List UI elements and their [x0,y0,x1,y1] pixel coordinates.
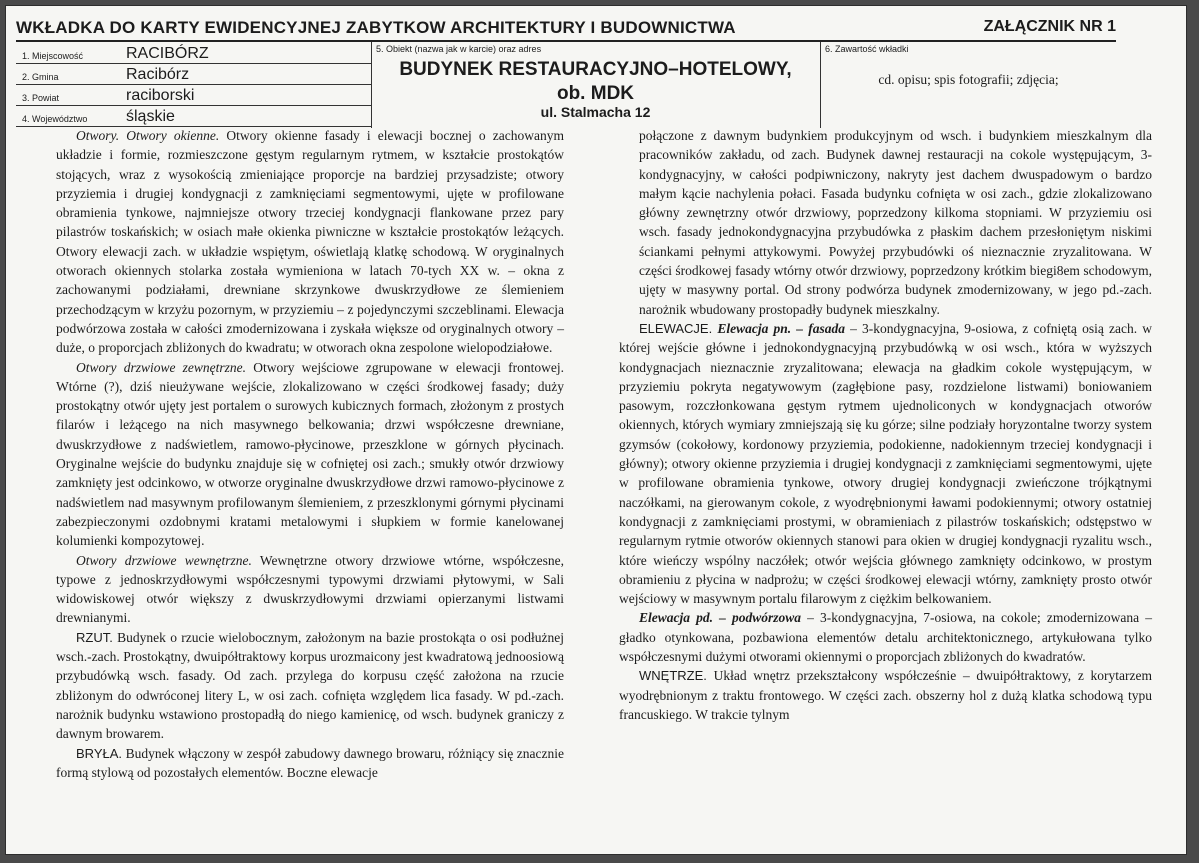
header-form-grid [16,40,1116,128]
field-wojewodztwo [16,105,371,127]
field-value: raciborski [126,87,195,104]
paragraph-lead: RZUT. [76,629,113,645]
field-miejscowosc [16,42,371,64]
paragraph-sublead: Elewacja pd. – podwórzowa [639,610,801,626]
paragraph-text: Budynek włączony w zespół zabudowy dawnego browaru, różniący się znacznie formą stylową od pozostałych elementów. Boczne elewacje [56,745,564,780]
paragraph-text: Budynek o rzucie wielobocznym, założonym na bazie prostokąta o osi podłużnej wsch.-zach. Prostokątny, dwuipółtraktowy korpus urozmaicony jest kwadratową jednoosiową przybudówką wsch. fasady. Od zach. przylega do korpusu część założona na rzucie zbliżonym do odwróconej litery L, w osi zach. cofnięta względem lica fasady. W pd.-zach. narożnik budynku wstawiono prostopadłą do niego kamienicę, od wsch. budynek graniczy z dawnym browarem. [56,629,564,742]
paragraph-text: Wewnętrzne otwory drzwiowe wtórne, współczesne, typowe z jednoskrzydłowymi współczesnymi typowymi drzwiami płytowymi, w Sali widowiskowej otwór większy z dwuskrzydłowymi drzwiami opierzanymi listwami drewnianymi. [56,552,564,626]
object-name [372,58,819,106]
right-text-column [619,126,1152,724]
paragraph-interior [619,666,1152,724]
field-value: RACIBÓRZ [126,45,209,62]
paragraph-lead: WNĘTRZE. [639,668,707,684]
object-field [372,42,819,128]
location-fields [16,42,371,128]
field-label: 4. Województwo [22,114,88,124]
paragraph-sublead: Elewacja pn. – fasada [717,320,845,336]
object-name-line2: ob. MDK [556,83,635,104]
field-label: 5. Obiekt (nazwa jak w karcie) oraz adres [376,44,542,54]
paragraph-text: Otwory okienne fasady i elewacji bocznej o zachowanym układzie i formie, rozmieszczone gęstym regularnym rytmem, w kształcie prostokątów stojących, wraz z wysokością zmieniające proporcje na bardziej przysadziste; otwory przyziemia i drugiej kondygnacji z zamknięciami segmentowymi, ujęte w profilowane obramienia tynkowe, najmniejsze otwory trzeciej kondygnacji flankowane przez pary pilastrów toskańskich; w osiach małe okienka piwniczne w kształcie prostokątów leżących. Otwory elewacji zach. w układzie wspiętym, oświetlają klatkę schodową. W oryginalnych otworach okiennych stolarka została wymieniona w latach 70-tych XX w. – okna z zachowanymi podziałami, drewniane skrzynkowe dwuskrzydłowe ze ślemieniem przechodzącym w krzyżu pozornym, w przyziemiu – z pojedynczymi szczeblinami. Elewacja podwórzowa została w całości zmodernizowana i zyskała większe od oryginalnych otwory – duże, o proporcjach zbliżonych do kwadratu; w otworach okna zespolone wielopodziałowe. [56,128,564,356]
left-text-column [56,126,564,782]
paragraph-text: – 3-kondygnacyjna, 7-osiowa, na cokole; zmodernizowana – gładko otynkowana, pozbawiona elementów detalu architektonicznego, artykułowana tylko współczesnymi dużymi otworami okiennymi o proporcjach zbliżonych do kwadratów. [619,610,1152,665]
field-value: Racibórz [126,66,190,83]
paragraph-lead: Otwory. Otwory okienne. [76,128,220,143]
paragraph-lead: Otwory drzwiowe wewnętrzne. [76,552,252,568]
paragraph-openings-windows [56,126,564,358]
document-sheet [6,6,1186,854]
paragraph-openings-doors-internal [56,551,564,628]
field-gmina [16,63,371,85]
field-label: 3. Powiat [22,93,60,103]
field-value: śląskie [126,108,175,125]
field-label: 1. Miejscowość [22,51,84,61]
paragraph-courtyard-elevation [619,608,1152,666]
paragraph-text: Otwory wejściowe zgrupowane w elewacji frontowej. Wtórne (?), dziś nieużywane wejście, zlokalizowano w części środkowej fasady; duży prostokątny otwór ujęty jest portalem o surowych kubicznych formach, złożonym z prostych filarów i leżącego na nich masywnego belkowania; drzwi współczesne drewniane, dwuskrzydłowe z nadświetlem, ramowo-płycinowe, przeszklone w górnych płycinach. Oryginalne wejście do budynku znajduje się w cofniętej osi zach.; smukły otwór drzwiowy zamknięty jest odcinkowo, w otworze oryginalne dwuskrzydłowe drzwi ramowo-płycinowe z nadświetlem nad masywnym profilowanym ślemieniem, z przeszklonymi górnymi płycinami zabezpieczonymi ozdobnymi kratami metalowymi i słupkiem w formie kanelowanej kolumienki kompozytowej. [56,359,564,549]
field-label: 2. Gmina [22,72,59,82]
field-value: cd. opisu; spis fotografii; zdjęcia; [878,72,1059,87]
field-powiat [16,84,371,106]
paragraph-text: połączone z dawnym budynkiem produkcyjnym od wsch. i budynkiem mieszkalnym dla pracowników zakładu, od zach. Budynek dawnej restauracji na cokole występującym, 3-kondygnacyjny, w całości podpiwniczony, nakryty jest dachem dwuspadowym o bardzo małym kącie nachylenia połaci. Fasada budynku cofnięta w osi zach., gdzie zlokalizowano główny zewnętrzny otwór drzwiowy, poprzedzony kilkoma stopniami. W przyziemiu osi wsch. fasady jednokondygnacyjna przybudówka z płaskim dachem przesłoniętym niskimi ściankami pełnymi attykowymi. Powyżej przybudówki oś nieznacznie zryzalitowana. W części środkowej fasady wtórny otwór drzwiowy, poprzedzony krótkim biegi8em schodowym, ujęty w masywny portal. Od strony podwórza budynek zmodernizowany, w jego pd.-zach. narożnik wbudowany prostopadły budynek mieszkalny. [639,128,1152,317]
paragraph-plan [56,628,564,744]
object-name-line1: BUDYNEK RESTAURACYJNO–HOTELOWY, [399,59,792,80]
field-label: 6. Zawartość wkładki [825,44,909,54]
paragraph-massing [56,744,564,783]
paragraph-lead: Otwory drzwiowe zewnętrzne. [76,359,247,375]
paragraph-text: Układ wnętrz przekształcony współcześnie – dwuipółtraktowy, z korytarzem wyodrębnionym z traktu frontowego. W części zach. obszerny hol z dużą klatka schodową typu francuskiego. W trakcie tylnym [619,668,1152,722]
paragraph-text: – 3-kondygnacyjna, 9-osiowa, z cofniętą osią zach. w której wejście główne i jednokondygnacyjną przybudówką w osi wsch., która w wyższych kondygnacjach nieznacznie zryzalitowana; elewacja na gładkim cokole występującym, w przyziemiu pokryta negatywowym (zagłębione pasy, rozdzielone listwami) boniowaniem pasowym, rozczłonkowana gęstym rytmem ujednoliconych w kondygnacjach otworów okiennych, których wymiary zmniejszają się ku górze; silne podziały horyzontalne tworzy system gzymsów (cokołowy, kordonowy przyziemia, podokienne, nadokiennym trzeciej kondygnacji i główny); otwory okienne przyziemia i drugiej kondygnacji z zamknięciami segmentowymi, ujęte w profilowane obramienia tynkowe, otwory drugiej kondygnacji zwieńczone trójkątnymi naczółkami, na gierowanym cokole, z wyodrębnionymi ławami podokiennymi; otwory ostatniej kondygnacji z zamknięciami prostymi, w obramieniach z pilastrów toskańskich; odstępstwo w regularnym rytmie otworów okiennych stanowi para okien w drugiej kondygnacji ryzalitu wsch., które wieńczy wspólny naczółek; otwór wejścia głównego zamknięty odcinkowo, w prostym obramieniu z płycina w nadprożu; w części środkowej elewacji wtórny, zamknięty prosto otwór wejściowy w masywnym portalu filarowym z ciężkim belkowaniem. [619,320,1152,607]
paragraph-elevations [619,319,1152,608]
contents-field [821,42,1116,128]
object-address: ul. Stalmacha 12 [540,104,651,120]
paragraph-continuation [619,126,1152,319]
paragraph-openings-doors-external [56,358,564,551]
paragraph-lead: ELEWACJE. [639,320,713,336]
document-title: WKŁADKA DO KARTY EWIDENCYJNEJ ZABYTKOW ARCHITEKTURY I BUDOWNICTWA [16,18,736,37]
paragraph-lead: BRYŁA. [76,745,123,761]
annex-number: ZAŁĄCZNIK NR 1 [983,18,1116,35]
